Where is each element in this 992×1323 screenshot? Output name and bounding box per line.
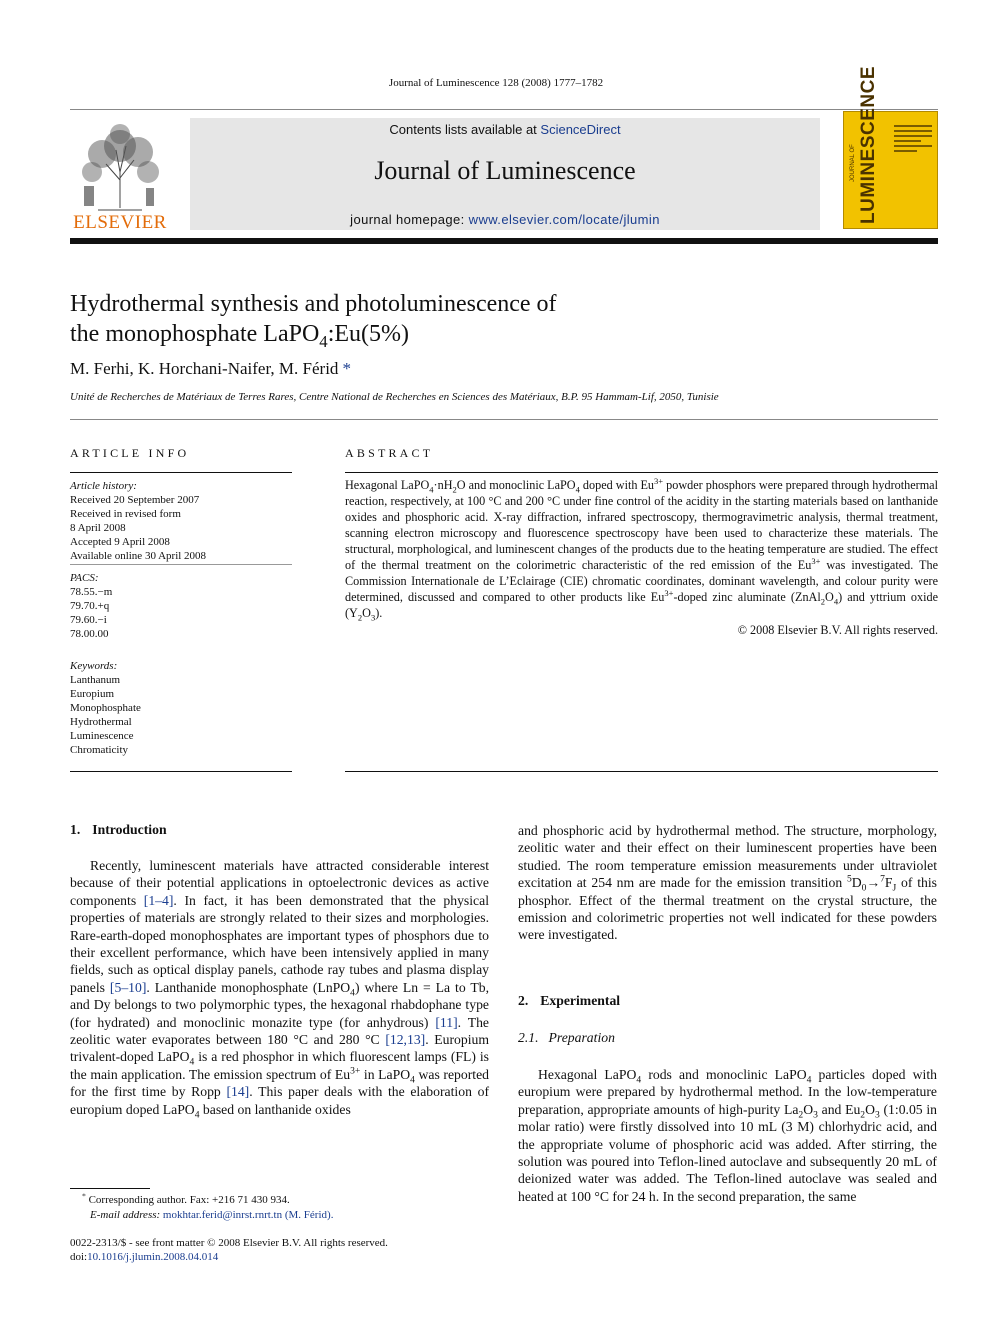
section-number: 1. [70, 822, 81, 837]
journal-title: Journal of Luminescence [374, 156, 636, 185]
body-text: . This paper deals with the elaboration of europium doped LaPO [70, 1084, 489, 1117]
abstract-end-rule [345, 771, 938, 772]
superscript: 3+ [350, 1065, 361, 1077]
section-number: 2. [518, 993, 529, 1008]
masthead-bar [70, 238, 938, 244]
body-text: particles doped with europium were prepared by hydrothermal method. In the low-temperature preparation, appropriate amounts of high-purity La [518, 1067, 937, 1117]
journal-masthead [190, 118, 820, 230]
title-line-2-a: the monophosphate LaPO [70, 321, 320, 347]
subsection-title: Preparation [548, 1030, 615, 1045]
footnote-mark: * [82, 1191, 86, 1201]
body-text: and phosphoric acid by hydrothermal method. The structure, morphology, zeolitic water and their effect on their luminescent properties have been studied. The room temperature emission measurements under ultraviolet excitation at 254 nm are made for the emission transition [518, 823, 937, 891]
body-text: O [803, 1101, 814, 1117]
citation-link[interactable]: [5–10] [109, 979, 147, 995]
subscript: 0 [861, 882, 867, 894]
subscript: 4 [833, 596, 839, 607]
body-text: was reported for the first time by Ropp [70, 1066, 489, 1100]
title-subscript: 4 [319, 331, 328, 351]
keyword-item: Monophosphate [70, 702, 141, 714]
email-link[interactable]: mokhtar.ferid@inrst.rnrt.tn (M. Férid). [162, 1209, 334, 1221]
body-text: is a red phosphor in which fluorescent lamps (FL) is the main application. The emission spectrum of Eu [70, 1049, 489, 1082]
subscript: 4 [636, 1074, 642, 1086]
contents-line [190, 122, 820, 137]
body-text: O [865, 1101, 875, 1117]
history-item: Accepted 9 April 2008 [70, 536, 170, 548]
body-text: F [884, 875, 893, 891]
title-line-2 [70, 319, 690, 349]
article-history [70, 479, 292, 563]
subscript: 4 [429, 484, 434, 495]
header-rule [70, 109, 938, 110]
footnote-rule [70, 1188, 150, 1189]
superscript: 3+ [664, 587, 674, 598]
body-text: of this phosphor. Effect of the thermal treatment on the crystal structure, the emission and colorimetric properties not well indicated for these powders were investigated. [518, 875, 937, 943]
subscript: 2 [357, 612, 363, 623]
subscript: 4 [410, 1074, 415, 1086]
subsection-2-1-heading [518, 1030, 615, 1046]
elsevier-wordmark: ELSEVIER [73, 212, 167, 233]
issn-line: 0022-2313/$ - see front matter © 2008 Elsevier B.V. All rights reserved. [70, 1237, 388, 1249]
subscript: 2 [452, 484, 457, 495]
footnote-corresponding [82, 1193, 290, 1208]
article-info-heading: ARTICLE INFO [70, 446, 190, 460]
subscript: 4 [194, 1109, 200, 1121]
pacs-list [70, 571, 112, 641]
keyword-item: Lanthanum [70, 674, 121, 686]
body-text: . Europium trivalent-doped LaPO [70, 1032, 490, 1065]
abstract-text: O and monoclinic LaPO [456, 478, 576, 492]
intro-paragraph-continued [518, 822, 937, 944]
abstract-text: O [362, 606, 371, 620]
doi-line [70, 1250, 218, 1265]
pacs-item: 79.60.−i [70, 614, 107, 626]
history-item: 8 April 2008 [70, 522, 126, 534]
keyword-item: Europium [70, 688, 114, 700]
title-line-1: Hydrothermal synthesis and photoluminescence of [70, 291, 557, 317]
subscript: 4 [350, 987, 355, 999]
footnote-email [90, 1208, 333, 1223]
elsevier-tree-icon [68, 120, 172, 212]
abstract-body [345, 477, 938, 638]
subscript: 3 [370, 612, 376, 623]
citation-link[interactable]: [14] [226, 1084, 250, 1100]
pacs-item: 78.55.−m [70, 586, 113, 598]
body-text: and Eu [817, 1101, 861, 1117]
journal-cover-thumbnail[interactable] [843, 65, 938, 229]
homepage-prefix: journal homepage: [350, 212, 469, 227]
email-label: E-mail address: [90, 1209, 163, 1221]
journal-homepage [190, 212, 820, 227]
history-item: Received 20 September 2007 [70, 494, 200, 506]
doi-label: doi: [70, 1251, 88, 1263]
subscript: 3 [874, 1109, 880, 1121]
section-title: Introduction [92, 822, 167, 837]
subscript: J [892, 882, 897, 894]
body-text: → [866, 875, 881, 891]
subscript: 4 [806, 1074, 812, 1086]
citation-link[interactable]: [11] [435, 1014, 458, 1030]
subscript: 4 [575, 484, 580, 495]
footnote-text: Corresponding author. Fax: +216 71 430 934. [88, 1194, 290, 1206]
abstract-text: -doped zinc aluminate (ZnAl [673, 590, 821, 604]
author-names: M. Ferhi, K. Horchani-Naifer, M. Férid [70, 359, 339, 378]
body-text: rods and monoclinic LaPO [641, 1067, 807, 1082]
contents-prefix: Contents lists available at [389, 122, 541, 137]
article-title [70, 289, 690, 349]
citation-link[interactable]: [12,13] [385, 1032, 426, 1048]
elsevier-logo[interactable] [68, 120, 172, 232]
affiliation-rule [70, 419, 938, 420]
abstract-text: Hexagonal LaPO [345, 478, 430, 492]
preparation-paragraph [518, 1066, 937, 1205]
pacs-item: 78.00.00 [70, 628, 109, 640]
cover-text-lines [894, 122, 932, 155]
subscript: 4 [189, 1057, 195, 1069]
doi-link[interactable]: 10.1016/j.jlumin.2008.04.014 [87, 1251, 219, 1263]
abstract-text: was investigated. The Commission Internationale de L’Eclairage (CIE) chromatic coordinates, dominant wavelength, and colour purity were determined, discussed and compared to other products like Eu [345, 558, 938, 604]
superscript: 5 [846, 873, 852, 885]
body-text: Hexagonal LaPO [538, 1067, 637, 1082]
homepage-link[interactable]: www.elsevier.com/locate/jlumin [468, 212, 660, 227]
subscript: 3 [813, 1109, 818, 1121]
body-text: Recently, luminescent materials have attracted considerable interest because of their potential applications in optoelectronic devices as active components [70, 858, 489, 908]
keyword-item: Chromaticity [70, 744, 129, 756]
abstract-text: ) and yttrium oxide (Y [345, 590, 938, 620]
pacs-item: 79.70.+q [70, 600, 110, 612]
article-info-rule [70, 472, 292, 473]
article-info-end-rule [70, 771, 292, 772]
intro-paragraph [70, 857, 490, 1121]
body-text: ) where Ln = La to Tb, and Dy belongs to two polymorphic types, the hexagonal rhabdophane type (for hydrated) and monoclinic monazite type (for anhydrous) [70, 979, 489, 1030]
superscript: 7 [880, 873, 885, 885]
abstract-text: doped with Eu [579, 478, 655, 492]
body-text: . Lanthanide monophosphate (LnPO [146, 979, 351, 995]
superscript: 3+ [654, 475, 664, 486]
cover-title: LUMINESCENCE [858, 65, 879, 224]
abstract-text: ·nH [433, 478, 453, 492]
subsection-number: 2.1. [518, 1030, 539, 1045]
section-1-heading [70, 822, 167, 838]
keyword-item: Luminescence [70, 730, 134, 742]
cover-prefix: JOURNAL OF [850, 144, 856, 182]
citation-link[interactable]: [1–4] [143, 892, 174, 908]
copyright: © 2008 Elsevier B.V. All rights reserved. [737, 623, 938, 637]
history-item: Received in revised form [70, 508, 181, 520]
abstract-heading: ABSTRACT [345, 446, 434, 460]
body-text: . The zeolitic water evaporates between 180 °C and 280 °C [70, 1014, 489, 1048]
superscript: 3+ [811, 555, 821, 566]
body-text: . In fact, it has been demonstrated that the physical properties of materials are strongly related to their sizes and morphologies. Rare-earth-doped monophosphates are important types of phosphors due to their excellent performance, which have been intensively applied in many fields, such as optical display panels, cathode ray tubes and plasma display panels [70, 892, 489, 995]
abstract-text: ). [375, 606, 383, 620]
section-title: Experimental [540, 993, 621, 1008]
history-label: Article history: [70, 480, 137, 492]
affiliation: Unité de Recherches de Matériaux de Terres Rares, Centre National de Recherches en Sciences des Matériaux, B.P. 95 Hammam-Lif, 2050, Tunisie [70, 391, 719, 403]
subscript: 2 [820, 596, 825, 607]
author-list [70, 359, 351, 379]
abstract-text: powder phosphors were prepared through hydrothermal reaction, respectively, at 100 °C and 200 °C under fine control of the acidity in the starting materials based on lanthanide oxides and phosphoric acid. X-ray diffraction, infrared spectroscopy, thermogravimetric analysis, thermal treatment, scanning electron microscopy and fluorescence spectroscopy have been used to characterize these materials. The structural, morphological, and luminescent changes of the products due to the heating temperature are studied. The effect of the thermal treatment on the colorimetric characteristic of the red emission of the Eu [345, 478, 938, 572]
section-2-heading [518, 993, 620, 1009]
keyword-item: Hydrothermal [70, 716, 132, 728]
title-line-2-b: :Eu(5%) [327, 321, 409, 347]
keywords-label: Keywords: [70, 660, 118, 672]
body-text: based on lanthanide oxides [199, 1101, 351, 1117]
journal-citation: Journal of Luminescence 128 (2008) 1777–1782 [388, 77, 604, 89]
body-text: (1:0.05 in molar ratio) were firstly dissolved into 10 mL (3 M) chlorhydric acid, and the appropriate volume of phosphoric acid was added. After stirring, the solution was poured into Teflon-lined autoclave and subsequently 20 mL of deionized water was added. The Teflon-lined autoclave was sealed and heated at 100 °C for 24 h. In the second preparation, the same [518, 1101, 938, 1204]
pacs-label: PACS: [70, 572, 99, 584]
sciencedirect-link[interactable]: ScienceDirect [540, 122, 621, 137]
history-item: Available online 30 April 2008 [70, 550, 207, 562]
subscript: 2 [860, 1109, 866, 1121]
corresponding-author-mark[interactable]: * [342, 359, 351, 378]
body-text: D [851, 875, 862, 891]
abstract-rule [345, 472, 938, 473]
abstract-text: O [825, 590, 834, 604]
keywords-list [70, 659, 141, 757]
history-rule [70, 564, 292, 565]
subscript: 2 [798, 1109, 804, 1121]
body-text: in LaPO [360, 1066, 411, 1082]
